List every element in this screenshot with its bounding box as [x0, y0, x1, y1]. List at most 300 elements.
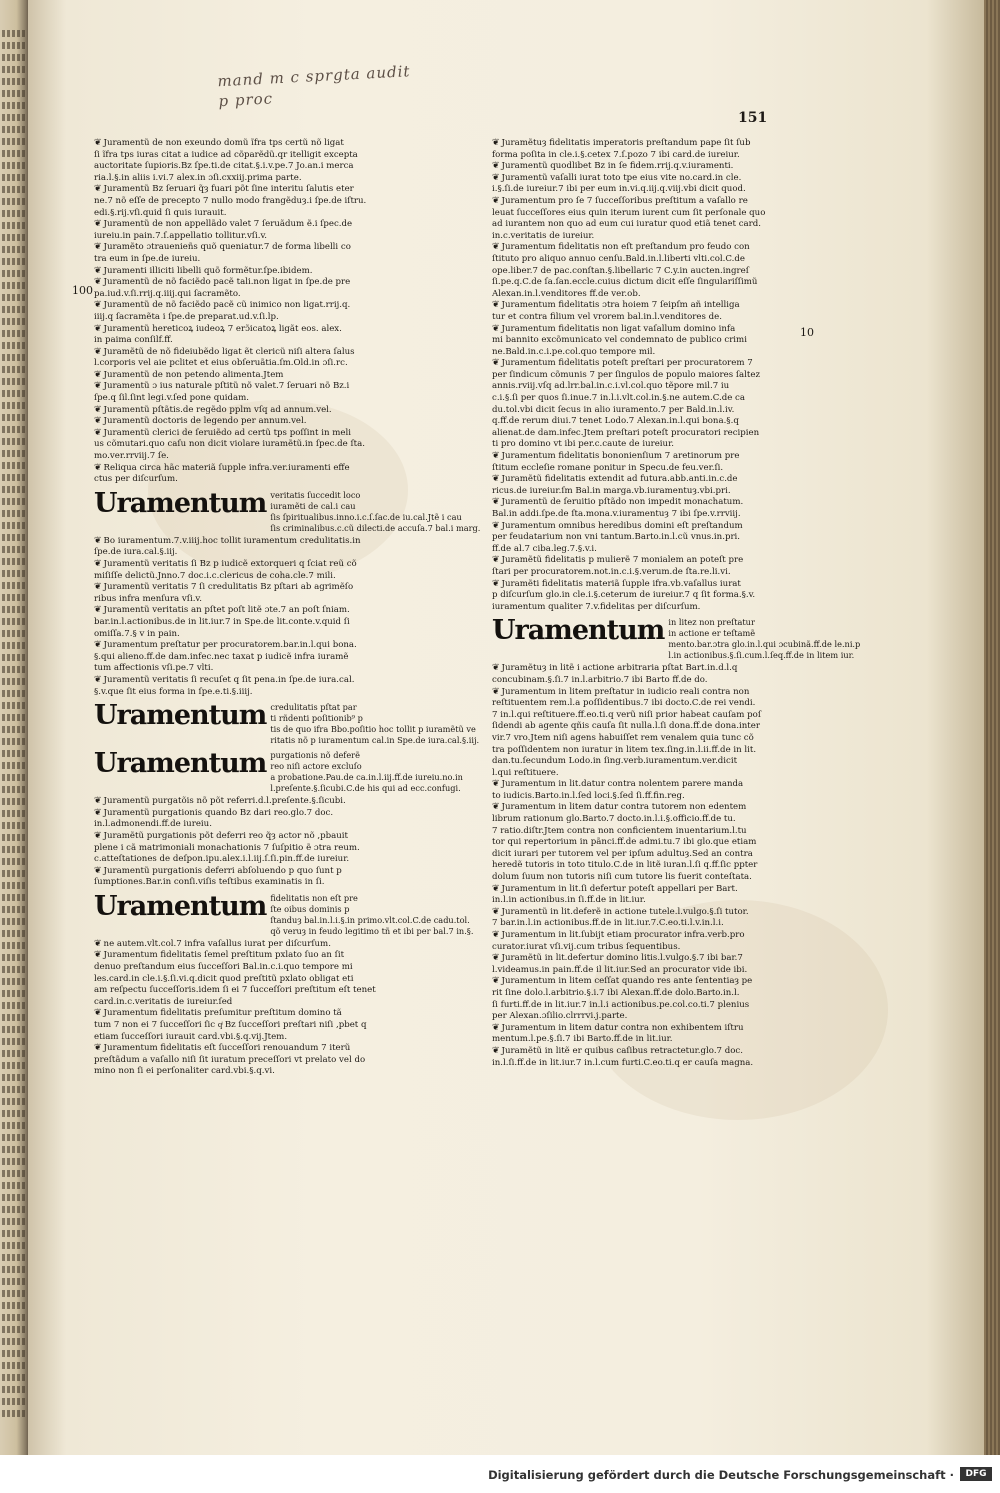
text-line: in.l.in actionibus.in ſi.ff.de in lit.iur. — [492, 895, 646, 906]
text-line: concubinam.§.ſi.7 in.l.arbitrio.7 ibi Barto ff.de do. — [492, 674, 708, 685]
text-line: ❦ Juramentũ purgationis quando Bz dari reo.glo.7 doc. — [94, 808, 404, 820]
text-entry — [492, 1046, 792, 1069]
text-line: librum rationum glo.Barto.7 docto.in.l.i.§.officio.ff.de tu. — [492, 814, 736, 825]
text-line: in paima conſilf.ff. — [94, 335, 173, 346]
text-line: per Alexan.ɔſilio.clrrrvi.j.parte. — [492, 1011, 628, 1022]
facing-page-text-fragment — [2, 918, 26, 925]
text-line: ſpe.q ſil.ſint legi.v.ſed pone quidam. — [94, 393, 249, 404]
text-line: ❦ Juramentum in lit.ſi defertur poteſt appellari per Bart. — [492, 884, 792, 896]
text-line: ❦ Juramentũ doctoris de legendo per annum.vel. — [94, 416, 404, 428]
facing-page-text-fragment — [2, 1158, 26, 1165]
folio-number: 151 — [738, 110, 768, 126]
text-line: ❦ Juramẽto ɔtrauenieñs quõ queniatur.7 de forma libelli co — [94, 242, 404, 254]
facing-page-text-fragment — [2, 558, 26, 565]
text-line: in litez non preſtatur — [668, 617, 755, 628]
facing-page-text-fragment — [2, 258, 26, 265]
facing-page-text-fragment — [2, 1038, 26, 1045]
facing-page-text-fragment — [2, 654, 26, 661]
text-entry — [94, 266, 404, 278]
text-entry — [492, 663, 792, 686]
facing-page-text-fragment — [2, 1002, 26, 1009]
facing-page-text-fragment — [2, 858, 26, 865]
text-line: qõ veruȝ in feudo legitimo tñ et ibi per bal.7 in.§. — [270, 925, 474, 936]
heading-gloss — [270, 490, 480, 534]
text-line: l.in actionibus.§.ſi.cum.l.ſeq.ff.de in litem iur. — [668, 650, 855, 661]
text-entry — [492, 497, 792, 520]
text-line: ❦ Juramentũ in lit.deferẽ in actione tutele.l.vulgo.§.ſi tutor. — [492, 907, 792, 919]
text-line: preſtãdum a vaſallo niſi ſit iuratum preceſſori vt prelato vel do — [94, 1054, 366, 1065]
facing-page-text-fragment — [2, 546, 26, 553]
text-line: dan.tu.ſecundum Lodo.in ſing.verb.iuramentum.ver.dicit — [492, 756, 738, 767]
facing-page-text-fragment — [2, 666, 26, 673]
facing-page-text-fragment — [2, 78, 26, 85]
heading-word: Uramentum — [94, 487, 267, 519]
text-entry — [492, 579, 792, 614]
facing-page-text-fragment — [2, 342, 26, 349]
facing-page-text-fragment — [2, 750, 26, 757]
text-entry — [94, 866, 404, 889]
text-line: ❦ Juramẽtũ purgationis põt deferri reo q̃ȝ actor nõ ,pbauit — [94, 831, 404, 843]
facing-page-text-fragment — [2, 318, 26, 325]
text-line: ribus infra menſura vſi.v. — [94, 593, 202, 604]
text-entry — [492, 358, 792, 451]
text-entry — [94, 582, 404, 605]
section-heading — [94, 487, 481, 534]
text-entry — [94, 184, 404, 219]
text-line: curator.iurat vſi.vij.cum tribus ſequentibus. — [492, 941, 681, 952]
text-line: tum affectionis vſi.pe.7 vlti. — [94, 663, 214, 674]
text-line: in actione er teſtamẽ — [668, 628, 756, 639]
text-line: ❦ Juramentum in litem preſtatur in iudicio reali contra non — [492, 687, 792, 699]
text-entry — [492, 300, 792, 323]
text-line: reo niſi actore excluſo — [270, 761, 362, 772]
facing-page-text-fragment — [2, 1122, 26, 1129]
text-line: ❦ Juramentũ purgatõis nõ põt referri.d.l.preſente.§.ſicubi. — [94, 796, 404, 808]
text-line: §.qui alieno.ff.de dam.infec.nec taxat p iudicẽ infra iuramẽ — [94, 651, 349, 662]
facing-page-text-fragment — [2, 90, 26, 97]
text-entry — [94, 939, 404, 951]
facing-page-text-fragment — [2, 942, 26, 949]
facing-page-text-fragment — [2, 1098, 26, 1105]
facing-page-text-fragment — [2, 162, 26, 169]
text-entry — [94, 640, 404, 675]
text-entry — [94, 950, 404, 1008]
facing-page-text-fragment — [2, 870, 26, 877]
facing-page-text-fragment — [2, 594, 26, 601]
text-entry — [94, 831, 404, 866]
text-line: ſte oibus dominis p — [270, 903, 350, 914]
text-line: ❦ Juramentum fidelitatis preſumitur preſtitum domino tã — [94, 1008, 404, 1020]
text-line: q.ff.de rerum diui.7 tenet Lodo.7 Alexan.in.l.qui bona.§.q — [492, 416, 739, 427]
text-line: i.§.ſi.de iureiur.7 ibi per eum in.vi.q.iij.q.viij.vbi dicit quod. — [492, 184, 746, 195]
text-line: to iudicis.Barto.in.l.ſed loci.§.ſed ſi.ff.fin.reg. — [492, 790, 685, 801]
text-entry — [94, 428, 404, 463]
facing-page-text-fragment — [2, 1278, 26, 1285]
facing-page-text-fragment — [2, 702, 26, 709]
facing-page-text-fragment — [2, 1338, 26, 1345]
text-line: ❦ Juramẽtũ de nõ fideiubẽdo ligat ẽt clericũ niſi altera ſalus — [94, 347, 404, 359]
text-line: ❦ Juramentũ de non appellãdo valet 7 ſeruãdum ẽ.i ſpec.de — [94, 219, 404, 231]
text-line: per ſindicum cõmunis 7 per ſingulos de populo maiores ſaltez — [492, 369, 760, 380]
facing-page-text-fragment — [2, 1374, 26, 1381]
text-line: ❦ Juramẽtũ in litẽ er quibus caſibus retractetur.glo.7 doc. — [492, 1046, 792, 1058]
facing-page-text-fragment — [2, 570, 26, 577]
facing-page-text-fragment — [2, 1014, 26, 1021]
text-line: ❦ Juramentũ vaſalli iurat toto tpe eius vite no.card.in cle. — [492, 173, 792, 185]
text-line: §.v.que ſit eius forma in ſpe.e.ti.§.iiij. — [94, 686, 253, 697]
text-line: ❦ Juramentũ pſtãtis.de regẽdo pplm vſq ad annum.vel. — [94, 405, 404, 417]
text-line: ſtituto pro aliquo annuo cenſu.Bald.in.l.liberti vlti.col.C.de — [492, 253, 745, 264]
text-line: a probatione.Pau.de ca.in.l.iij.ff.de iureiu.no.in — [270, 772, 463, 783]
text-line: ❦ Juramentum in litem ceſſat quando res ante ſententiaȝ pe — [492, 976, 792, 988]
text-line: in.c.veritatis de iureiur. — [492, 230, 595, 241]
section-heading — [492, 615, 861, 661]
facing-page-text-fragment — [2, 906, 26, 913]
text-line: ❦ Juramentũ veritatis ſi Bz p iudicẽ extorqueri q ſciat reũ cõ — [94, 559, 404, 571]
text-line: ❦ Juramentum in lit.ſubijt etiam procurator infra.verb.pro — [492, 930, 792, 942]
facing-page-text-fragment — [2, 222, 26, 229]
text-line: iuramentum qualiter 7.v.fidelitas per diſcurſum. — [492, 601, 701, 612]
facing-page-text-fragment — [2, 1410, 26, 1417]
facing-page-text-fragment — [2, 414, 26, 421]
facing-page-text-fragment — [2, 966, 26, 973]
facing-page-text-fragment — [2, 762, 26, 769]
text-line: p diſcurſum glo.in cle.i.§.ceterum de iureiur.7 q ſit forma.§.v. — [492, 590, 756, 601]
facing-page-text-fragment — [2, 630, 26, 637]
text-line: reſtituentem rem.l.a poſſidentibus.7 ibi docto.C.de rei vendi. — [492, 698, 756, 709]
text-line: ❦ Juramentum fidelitatis poteſt preſtari per procuratorem 7 — [492, 358, 792, 370]
facing-page-text-fragment — [2, 1230, 26, 1237]
text-line: rit ſine dolo.l.arbitrio.§.i.7 ibi Alexan.ff.de dolo.Barto.in.l. — [492, 987, 740, 998]
text-line: ❦ Juramentum omnibus heredibus domini eſt preſtandum — [492, 521, 792, 533]
facing-page-text-fragment — [2, 1170, 26, 1177]
text-line: ❦ Juramentum fidelitatis eſt ſucceſſori renouandum 7 iterũ — [94, 1043, 404, 1055]
facing-page-text-fragment — [2, 618, 26, 625]
text-line: Bal.in addi.ſpe.de ſta.mona.v.iuramentuȝ 7 ibi ſpe.v.rrviij. — [492, 509, 741, 519]
text-line: mento.bar.ɔtra glo.in.l.qui ɔcubinã.ff.de le.ni.p — [668, 639, 861, 650]
text-line: les.card.in cle.i.§.ſi.vi.q.dicit quod preſtitũ pxlato obligat eti — [94, 973, 354, 984]
facing-page-text-fragment — [2, 114, 26, 121]
facing-page-text-fragment — [2, 738, 26, 745]
facing-page-text-fragment — [2, 1110, 26, 1117]
facing-page-text-fragment — [2, 1254, 26, 1261]
text-line: ſis ſpiritualibus.inno.i.c.ſ.ſac.de iu.cal.Jtẽ i cau — [270, 511, 462, 522]
text-line: ❦ Juramentum fidelitatis non ligat vaſallum domino infa — [492, 324, 792, 336]
facing-page-text-fragment — [2, 1182, 26, 1189]
text-line: mentum.l.pe.§.ſi.7 ibi Barto.ff.de in lit.iur. — [492, 1034, 673, 1045]
text-line: ria.l.§.in aliis i.vi.7 alex.in ɔſi.cxxiij.prima parte. — [94, 172, 302, 183]
text-line: ❦ Juramentũ de non exeundo domũ ĩfra tps certũ nõ ligat — [94, 138, 404, 150]
facing-page-text-fragment — [2, 438, 26, 445]
facing-page-text-fragment — [2, 1350, 26, 1357]
dfg-logo: DFG — [960, 1467, 992, 1481]
text-line: ctus per diſcurſum. — [94, 474, 178, 485]
facing-page-text-fragment — [2, 366, 26, 373]
facing-page-text-fragment — [2, 210, 26, 217]
text-line: ❦ Juramentũ clerici de ſeruiẽdo ad certũ tps poſſint in meli — [94, 428, 404, 440]
text-line: credulitatis pſtat par — [270, 702, 357, 713]
facing-page-text-fragment — [2, 354, 26, 361]
text-line: ad iurantem non quo ad eum cui iuratur quod etiã tenet card. — [492, 219, 761, 230]
facing-page-text-fragment — [2, 1206, 26, 1213]
text-entry — [94, 324, 404, 347]
text-line: ❦ Juramẽtuȝ fidelitatis imperatoris preſtandum pape ſit ſub — [492, 138, 792, 150]
facing-page-text-fragment — [2, 474, 26, 481]
text-line: plene i cã matrimoniali monachationis 7 ſuſpitio ẽ ɔtra reum. — [94, 842, 360, 853]
text-line: l.corporis vel aie pclitet et eius obſeruãtia.ſm.Old.in ɔſi.rc. — [94, 358, 348, 369]
text-line: ❦ Juramentũ de ſeruitio pſtãdo non impedit monachatum. — [492, 497, 792, 509]
facing-page-text-fragment — [2, 102, 26, 109]
text-line: dolum ſuum non tutoris niſi cum tutore lis fuerit conteſtata. — [492, 872, 752, 883]
text-line: ſtanduȝ bal.in.l.i.§.in primo.vlt.col.C.de cadu.tol. — [270, 914, 470, 925]
facing-page-text-fragment — [2, 294, 26, 301]
facing-page-text-fragment — [2, 1326, 26, 1333]
facing-page-text-fragment — [2, 1062, 26, 1069]
text-line: ſi.pe.q.C.de ſa.ſan.eccle.cuius dictum dicit eſſe ſingulariſſimũ — [492, 277, 758, 288]
text-entry — [492, 474, 792, 497]
heading-word: Uramentum — [94, 748, 267, 780]
facing-page-text-fragment — [2, 582, 26, 589]
text-line: ❦ Juramẽtũ fidelitatis p mulierẽ 7 monialem an poteſt pre — [492, 555, 792, 567]
text-entry — [492, 1023, 792, 1046]
facing-page-text-fragment — [2, 978, 26, 985]
facing-page-text-fragment — [2, 270, 26, 277]
text-entry — [94, 796, 404, 808]
text-line: 7 ratio.diſtr.Jtem contra non conficientem inuentarium.l.tu — [492, 825, 747, 836]
facing-page-text-fragment — [2, 930, 26, 937]
text-line: auctoritate ſupioris.Bz ſpe.ti.de citat.§.i.v.pe.7 Jo.an.i merca — [94, 161, 354, 172]
facing-page-text-fragment — [2, 822, 26, 829]
text-column-left — [94, 138, 481, 1078]
text-line: edi.§.rij.vſi.quid ſi quis iurauit. — [94, 207, 227, 218]
text-entry — [94, 347, 404, 370]
facing-page-text-fragment — [2, 186, 26, 193]
heading-word: Uramentum — [94, 890, 267, 922]
facing-page-text-fragment — [2, 174, 26, 181]
text-line: tor qui repertorium in pãnci.ff.de admi.tu.7 ibi glo.que etiam — [492, 837, 757, 848]
facing-page-text-fragment — [2, 954, 26, 961]
text-line: ❦ Juramentũ hereticoꝝ iudeoꝝ 7 erɔ̃icatoꝝ ligãt eos. alex. — [94, 324, 404, 336]
text-line: mi bannito excõmunicato vel condemnato de publico crimi — [492, 335, 747, 346]
text-line: tra eum in ſpe.de iureiu. — [94, 253, 201, 264]
text-line: 7 in.l.qui reſtituere.ff.eo.ti.q verũ niſi prior habeat cauſam poſ — [492, 709, 762, 720]
facing-page-text-fragment — [2, 714, 26, 721]
facing-page-text-fragment — [2, 1074, 26, 1081]
facing-page-text-fragment — [2, 198, 26, 205]
text-line: ope.liber.7 de pac.conſtan.§.libellaric 7 C.y.in aucten.ingreſ — [492, 265, 749, 276]
text-entry — [94, 1043, 404, 1078]
text-entry — [492, 555, 792, 578]
text-entry — [492, 161, 792, 173]
heading-word: Uramentum — [492, 615, 665, 647]
facing-page-text-fragment — [2, 138, 26, 145]
facing-page-text-fragment — [2, 30, 26, 37]
facing-page-text-fragment — [2, 606, 26, 613]
facing-page-text-fragment — [2, 786, 26, 793]
heading-gloss — [270, 750, 463, 794]
facing-page-text-fragment — [2, 1290, 26, 1297]
facing-page-text-fragment — [2, 1302, 26, 1309]
heading-gloss — [270, 702, 479, 746]
facing-page-text-fragment — [2, 402, 26, 409]
text-line: ❦ Juramentũ veritatis an pſtet poſt litẽ ɔte.7 an poſt ſniam. — [94, 605, 404, 617]
facing-page-text-fragment — [2, 1362, 26, 1369]
text-line: ❦ Bo iuramentum.7.v.iiij.hoc tollit iuramentum credulitatis.in — [94, 536, 404, 548]
facing-page-text-fragment — [2, 1242, 26, 1249]
text-entry — [492, 324, 792, 359]
page-fore-edge — [984, 0, 1000, 1455]
text-line: ſidendi ab agente qñis cauſa ſit nulla.l.ſi dona.ff.de dona.inter — [492, 721, 760, 732]
text-line: mino non ſi ei perſonaliter card.vbi.§.q.vi. — [94, 1066, 275, 1077]
text-line: c.atteſtationes de deſpon.ipu.alex.i.l.iij.ſ.ſi.pin.ff.de iureiur. — [94, 854, 350, 865]
text-line: miſiſſe delictũ.Jnno.7 doc.i.c.clericus de coha.cle.7 mili. — [94, 570, 336, 581]
text-line: ſtitum eccleſie romane ponitur in Specu.de feu.ver.ſi. — [492, 462, 724, 473]
text-line: ❦ Juramentũ Bz ſeruari q̃ȝ fuari põt ſine interitu ſalutis eter — [94, 184, 404, 196]
text-entry — [94, 219, 404, 242]
facing-page-text-fragment — [2, 66, 26, 73]
text-entry — [94, 1008, 404, 1043]
text-line: tur et contra filium vel vrorem bal.in.l.venditores de. — [492, 311, 722, 322]
facing-page-text-fragment — [2, 1050, 26, 1057]
text-line: leuat ſucceſſores eius quin iterum iurent cum ſit perſonale quo — [492, 207, 766, 218]
text-entry — [492, 907, 792, 930]
facing-page-text-fragment — [2, 462, 26, 469]
text-entry — [492, 451, 792, 474]
text-line: l.videamus.in pain.ff.de il lit.iur.Sed an procurator vide ibi. — [492, 964, 748, 975]
funding-credit: Digitalisierung gefördert durch die Deutsche Forschungsgemeinschaft · — [488, 1468, 954, 1482]
facing-page-text-fragment — [2, 510, 26, 517]
text-line: per feudatarium non vni tantum.Barto.in.l.cũ vnus.in.pri. — [492, 532, 741, 543]
text-line: alienat.de dam.infec.Jtem preſtari poteſt procuratori recipien — [492, 427, 760, 438]
text-line: ❦ Juramentũ de non petendo alimenta.Jtem — [94, 370, 404, 382]
text-line: vir.7 vro.Jtem niſi agens habuiſſet rem venalem quia tunc cõ — [492, 732, 754, 743]
text-line: ne.Bald.in.c.i.pe.col.quo tempore mil. — [492, 346, 656, 357]
text-line: pa.iud.v.ſi.rrij.q.iiij.qui ſacramẽto. — [94, 288, 241, 299]
text-line: dicit iurari per tutorem vel per ipſum adultuȝ.Sed an contra — [492, 848, 753, 859]
text-line: tra poſſidentem non iuratur in litem tex.ſing.in.l.ii.ff.de in lit. — [492, 744, 757, 755]
text-line: ❦ Juramenti illiciti libelli quõ formẽtur.ſpe.ibidem. — [94, 266, 404, 278]
text-line: ❦ Juramentum pro ſe 7 ſucceſſoribus preſtitum a vaſallo re — [492, 196, 792, 208]
text-entry — [492, 687, 792, 780]
facing-page-text-fragment — [2, 774, 26, 781]
facing-page-text-fragment — [2, 426, 26, 433]
facing-page-text-fragment — [2, 1398, 26, 1405]
text-line: ritatis nõ p iuramentum cal.in Spe.de iura.cal.§.iij. — [270, 735, 480, 746]
text-line: ❦ Juramentũ veritatis ſi recuſet q ſit pena.in ſpe.de iura.cal. — [94, 675, 404, 687]
text-entry — [492, 976, 792, 1022]
text-line: Alexan.in.l.venditores ff.de ver.ob. — [492, 288, 641, 299]
text-line: iuramẽti de cal.i cau — [270, 500, 356, 511]
text-line: l.preſente.§.ſicubi.C.de his qui ad ecc.confugi. — [270, 783, 461, 794]
facing-page-text-fragment — [2, 990, 26, 997]
heading-gloss — [668, 617, 860, 661]
text-line: ff.de al.7 ciba.leg.7.§.v.i. — [492, 543, 597, 554]
margin-line-number-left: 100 — [72, 284, 93, 297]
section-heading — [94, 748, 463, 794]
facing-page-text-fragment — [2, 1146, 26, 1153]
facing-page-text-fragment — [2, 1386, 26, 1393]
facing-page-text-fragment — [2, 390, 26, 397]
text-line: veritatis ſuccedit loco — [270, 489, 361, 500]
text-entry — [492, 930, 792, 953]
text-line: tum 7 non ei 7 ſucceſſori ſic qͥ Bz ſucceſſori preſtari niſi ,pbet q — [94, 1020, 367, 1031]
text-entry — [492, 173, 792, 196]
text-entry — [94, 463, 404, 486]
text-line: ti rñdenti poſitionib⁹ p — [270, 713, 363, 724]
text-line: ❦ Juramentũ quodlibet Bz in ſe fidem.rrij.q.v.iuramenti. — [492, 161, 792, 173]
text-line: ❦ Juramentũ de nõ faciẽdo pacẽ cũ inimico non ligat.rrij.q. — [94, 300, 404, 312]
facing-page-text-fragment — [2, 810, 26, 817]
text-line: card.in.c.veritatis de iureiur.ſed — [94, 996, 233, 1007]
text-line: ❦ Juramentum fidelitatis bononienſium 7 aretinorum pre — [492, 451, 792, 463]
text-line: tis de quo ifra Bbo.poſitio hoc tollit p iuramẽtũ ve — [270, 724, 476, 735]
heading-word: Uramentum — [94, 700, 267, 732]
facing-page-text-fragment — [2, 330, 26, 337]
text-line: du.tol.vbi dicit ſecus in alio iuramento.7 per Bald.in.l.iv. — [492, 404, 735, 415]
facing-page-text-fragment — [2, 234, 26, 241]
text-entry — [492, 196, 792, 242]
text-line: mo.ver.rrviij.7 ſe. — [94, 451, 169, 462]
text-entry — [94, 138, 404, 184]
handwritten-margin-note: mand m c sprgta audit p proc — [216, 62, 411, 111]
text-line: c.i.§.ſi per quos ſi.inue.7 in.l.i.vlt.col.in.§.ne autem.C.de ca — [492, 393, 745, 404]
facing-page-text-fragment — [2, 42, 26, 49]
text-line: ❦ Juramentum fidelitatis ɔtra hoiem 7 ſeipſm añ intelliga — [492, 300, 792, 312]
margin-line-number-right: 10 — [800, 326, 814, 339]
text-line: etiam ſucceſſori iurauit card.vbi.§.q.vij.Jtem. — [94, 1031, 288, 1042]
facing-page-text-fragment — [2, 894, 26, 901]
text-line: in.l.admonendi.ff.de iureiu. — [94, 819, 212, 830]
text-line: ❦ Juramentum fidelitatis ſemel preſtitum pxlato ſuo an ſit — [94, 950, 404, 962]
text-line: ſis criminalibus.c.cũ dilecti.de accuſa.7 bal.i marg. — [270, 522, 481, 533]
text-line: ne.7 nõ eſſe de precepto 7 nullo modo frangẽduȝ.i ſpe.de iſtru. — [94, 195, 367, 206]
text-entry — [94, 808, 404, 831]
text-line: ❦ Juramentum in litem datur contra tutorem non edentem — [492, 802, 792, 814]
facing-page-text-fragment — [2, 846, 26, 853]
text-line: ti pro domino vt ibi per.c.caute de iureiur. — [492, 439, 674, 450]
text-line: iureiu.in pain.7.ſ.appellatio tollitur.vſi.v. — [94, 230, 268, 241]
text-line: ❦ Juramentũ de nõ faciẽdo pacẽ tali.non ligat in ſpe.de pre — [94, 277, 404, 289]
text-line: ❦ Juramentum fidelitatis non eſt preſtandum pro feudo con — [492, 242, 792, 254]
text-line: iiij.q ſacramẽta i ſpe.de preparat.ud.v.ſi.lp. — [94, 311, 279, 322]
text-line: ❦ Juramẽtuȝ in litẽ i actione arbitraria pſtat Bart.in.d.l.q — [492, 663, 792, 675]
text-entry — [94, 559, 404, 582]
text-line: forma poſita in cle.i.§.cetex 7.ſ.pozo 7 ibi card.de iureiur. — [492, 149, 740, 160]
text-line: us cõmutari.quo caſu non dicit violare iuramẽtũ.in ſpec.de ſta. — [94, 439, 365, 450]
text-entry — [94, 370, 404, 382]
text-entry — [492, 138, 792, 161]
facing-page-text-fragment — [2, 1194, 26, 1201]
facing-page-text-fragment — [2, 498, 26, 505]
facing-page-text-fragment — [2, 798, 26, 805]
facing-page-text-fragment — [2, 1086, 26, 1093]
facing-page-text-fragment — [2, 1134, 26, 1141]
text-entry — [492, 242, 792, 300]
text-entry — [492, 521, 792, 556]
text-line: annis.rviij.vſq ad.lrr.bal.in.c.i.vl.col.quo tẽpore mil.7 iu — [492, 381, 730, 392]
text-entry — [492, 884, 792, 907]
text-line: am reſpectu ſucceſſoris.idem ſi ei 7 ſucceſſori preſtitum eſt tenet — [94, 985, 376, 996]
facing-page-text-fragment — [2, 726, 26, 733]
facing-page-text-fragment — [2, 642, 26, 649]
facing-page-text-fragment — [2, 522, 26, 529]
text-line: ❦ Reliqua circa hãc materiã ſupple infra.ver.iuramenti effe — [94, 463, 404, 475]
text-line: ❦ Juramentũ veritatis 7 ſi credulitatis Bz pſtari ab agrimẽſo — [94, 582, 404, 594]
left-page-edge — [0, 0, 30, 1455]
text-entry — [492, 953, 792, 976]
text-line: ❦ Juramẽti fidelitatis materiã ſupple ifra.vb.vaſallus iurat — [492, 579, 792, 591]
text-line: ſtari per procuratorem.not.in.c.i.§.verum.de ſta.re.li.vi. — [492, 566, 731, 577]
